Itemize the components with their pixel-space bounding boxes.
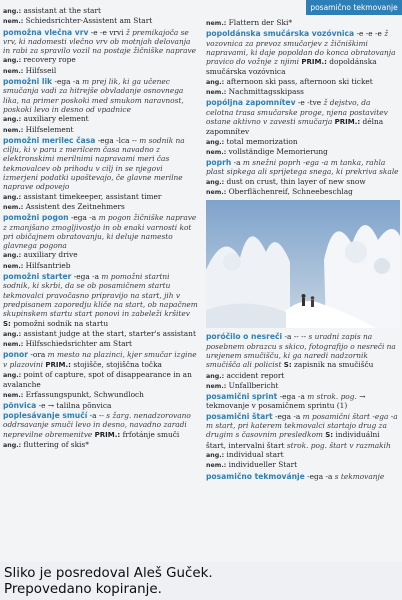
nem-label: nem.: bbox=[3, 18, 24, 26]
ang-translation: total memorization bbox=[226, 136, 298, 146]
definition: m mesto na plazinci, kjer smučar izgine v plazovini bbox=[3, 350, 197, 369]
ang-translation: assistant judge at the start, starter's assistant bbox=[23, 328, 196, 338]
definition: m pomožni startni sodnik, ki skrbi, da se ob posamičnem startu tekmovalci pravočasno pripravijo na start, jih v predpisanem zaporedju kliče na start, ob napačnem skupinskem startu start ponovi in zabeleži kršitev bbox=[3, 272, 198, 319]
headword: poprh bbox=[206, 158, 232, 168]
entry-ponor bbox=[3, 350, 198, 399]
right-column bbox=[206, 18, 400, 482]
grammar: -a -- bbox=[89, 411, 104, 421]
definition: s uradni zapis na posebnem obrazcu s skico, fotografijo o nesreči na urejenem smučišču, ki ga naredi nadzornik smučišča ali policist bbox=[206, 332, 396, 370]
synonym: zapisnik na smučišču bbox=[293, 360, 374, 370]
nem-label: nem.: bbox=[206, 462, 227, 470]
ang-translation: afternoon ski pass, afternoon ski ticket bbox=[226, 76, 373, 86]
nem-translation: vollständige Memorierung bbox=[228, 146, 328, 156]
extra-note: strok. pog. štart v razmakih bbox=[286, 440, 391, 450]
grammar: -e -e -e bbox=[356, 29, 382, 39]
ang-label: ang.: bbox=[3, 252, 22, 260]
definition: m posamični štart -ega -a m start, pri katerem tekmovalci startajo drug za drugim s časovnim presledkom bbox=[206, 411, 398, 440]
entry-porocilo-o-nesreci bbox=[206, 332, 400, 391]
grammar: -ega -a bbox=[307, 471, 333, 481]
synonym: individuálni štart, intervalni štart bbox=[206, 430, 380, 450]
nem-translation: Assistent des Zeitnehmers bbox=[25, 201, 125, 211]
syn-label: S: bbox=[325, 431, 334, 440]
nem-label: nem.: bbox=[3, 203, 24, 211]
nem-label: nem.: bbox=[206, 20, 227, 27]
section-header: posamično tekmovanje bbox=[306, 0, 402, 15]
photo-illustration bbox=[206, 200, 400, 328]
entry-pomozni-lik bbox=[3, 77, 198, 135]
grammar: -e -tve bbox=[297, 98, 322, 108]
entry-poprh bbox=[206, 158, 400, 197]
definition: ž premikajoča se vrv, ki nadomesti vlečno vrv ob motnjah delovanja in rabi za spravilo vozil na postaje žičniške naprave bbox=[3, 27, 197, 56]
ang-label: ang.: bbox=[206, 138, 225, 146]
snow-trees-photo bbox=[206, 200, 400, 328]
nem-translation: Nachmittagsskipass bbox=[228, 87, 304, 97]
headword: pomožni lik bbox=[3, 77, 53, 87]
definition: ž dejstvo, da celotna trasa smučarske proge, njena postavitev ostane aktivno v zavesti smučarja bbox=[206, 98, 388, 126]
nem-label: nem.: bbox=[206, 189, 227, 197]
nem-translation: individueller Start bbox=[228, 460, 298, 470]
headword: pomožni starter bbox=[3, 272, 72, 282]
ang-label: ang.: bbox=[206, 178, 225, 186]
ang-label: ang.: bbox=[206, 78, 225, 86]
nem-translation: Hilfsschiedsrichter am Start bbox=[25, 339, 132, 349]
nem-label: nem.: bbox=[206, 89, 227, 97]
headword: poróčilo o nesreči bbox=[206, 332, 283, 342]
nem-translation: Unfallbericht bbox=[228, 380, 279, 390]
entry-posamicni-start bbox=[206, 412, 400, 471]
headword: pomožni merilec časa bbox=[3, 135, 96, 145]
grammar: -a bbox=[233, 158, 241, 168]
nem-label: nem.: bbox=[3, 341, 24, 349]
entry-pomozna-vlecna-vrv bbox=[3, 28, 198, 76]
ang-label: ang.: bbox=[3, 116, 22, 124]
cross-reference: talilna põnvica bbox=[56, 400, 112, 410]
headword: posamični štart bbox=[206, 411, 273, 421]
nem-translation: Flattern der Ski* bbox=[228, 18, 293, 27]
grammar: -ega -a bbox=[279, 392, 305, 402]
synonym: pomožni sodnik na startu bbox=[13, 318, 109, 328]
headword: põnvica bbox=[3, 400, 37, 410]
nem-label: nem.: bbox=[206, 148, 227, 156]
prim-reference: délna zapomnítev bbox=[206, 116, 384, 137]
prim-label: PRIM.: bbox=[301, 58, 327, 67]
entry-flattern-continuation bbox=[206, 18, 400, 28]
ang-translation: recovery rope bbox=[23, 55, 76, 65]
prim-label: PRIM.: bbox=[45, 360, 71, 369]
ang-label: ang.: bbox=[3, 442, 22, 450]
syn-label: S: bbox=[283, 361, 292, 370]
definition: s žarg. nenadzorovano oddrsavanje smuči levo in desno, navadno zaradi neprevilne obremenitve bbox=[3, 411, 191, 439]
entry-pomozni-merilec-casa bbox=[3, 136, 198, 212]
headword: posamično tekmovánje bbox=[206, 471, 305, 481]
definition: m pogon žičniške naprave z zmanjšano zmogljivostjo in ob enaki varnosti kot pri običajnem obratovanju, ki deluje namesto glavnega pogona bbox=[3, 213, 197, 251]
nem-translation: Hilfselement bbox=[25, 124, 74, 134]
entry-ponvica bbox=[3, 401, 198, 410]
nem-translation: Hilfsantrieb bbox=[25, 260, 71, 270]
ang-translation: auxiliary drive bbox=[23, 250, 78, 260]
grammar: -ora bbox=[30, 350, 46, 360]
grammar: -ega -a bbox=[73, 272, 100, 282]
prim-reference: dopoldánska smučárska vozóvnica bbox=[206, 57, 377, 77]
entry-assistant-at-start bbox=[3, 6, 198, 27]
entry-pomozni-starter bbox=[3, 272, 198, 349]
entry-poplesavanje-smuci bbox=[3, 411, 198, 450]
prim-label: PRIM.: bbox=[334, 117, 361, 126]
prim-label: PRIM.: bbox=[94, 430, 121, 439]
ang-label: ang.: bbox=[3, 330, 22, 338]
headword: posamični sprint bbox=[206, 392, 278, 402]
syn-label: S: bbox=[3, 319, 11, 328]
grammar: -ega -a bbox=[274, 411, 301, 421]
entry-posamicno-tekmovanje bbox=[206, 472, 400, 481]
ang-translation: fluttering of skis* bbox=[23, 440, 89, 450]
nem-label: nem.: bbox=[3, 262, 24, 270]
headword: ponor bbox=[3, 350, 29, 360]
nem-translation: Erfassungspunkt, Schwundloch bbox=[25, 389, 144, 399]
ang-translation: accident report bbox=[226, 370, 285, 380]
headword: popoldánska smučárska vozóvnica bbox=[206, 29, 355, 39]
grammar: -ega -a bbox=[54, 77, 80, 87]
grammar: -ega -a bbox=[70, 213, 97, 223]
grammar: -e -e vrvi bbox=[90, 27, 124, 37]
ang-translation: assistant at the start bbox=[23, 6, 101, 15]
ang-translation: auxiliary element bbox=[23, 114, 89, 124]
grammar: -e bbox=[38, 400, 46, 410]
headword: poplesávanje smučí bbox=[3, 411, 88, 421]
nem-label: nem.: bbox=[3, 391, 24, 399]
entry-popolna-zapomnitev bbox=[206, 98, 400, 157]
arrow-icon: → bbox=[47, 400, 55, 410]
ang-translation: individual start bbox=[226, 449, 284, 459]
entry-posamicni-sprint bbox=[206, 392, 400, 411]
ang-label: ang.: bbox=[3, 193, 22, 201]
nem-translation: Schiedsrichter-Assistent am Start bbox=[25, 16, 153, 26]
grammar: -ega -lca -- bbox=[97, 135, 137, 145]
definition: m strok. pog. bbox=[307, 392, 357, 402]
ang-label: ang.: bbox=[3, 57, 22, 65]
definition: m sodnik na cilju, ki v paru z merilcem časa navadno z elektronskimi merilnimi napravami meri čas tekmovalcev ob prihodu v cilj in se njegovi izmerjeni podatki upoštevajo, če glavne merilne naprave odpovejo bbox=[3, 135, 185, 192]
headword: pomožni pogon bbox=[3, 213, 69, 223]
ang-translation: point of capture, spot of disappearance in an avalanche bbox=[3, 369, 192, 390]
nem-label: nem.: bbox=[3, 67, 24, 75]
nem-translation: Oberflächenreif, Schneebeschlag bbox=[228, 187, 353, 197]
prim-reference: frfotánje smuči bbox=[122, 429, 180, 439]
caption-line-2: Prepovedano kopiranje. bbox=[4, 582, 162, 597]
nem-label: nem.: bbox=[3, 126, 24, 134]
ang-translation: assistant timekeeper, assistant timer bbox=[23, 191, 162, 201]
grammar: -a -- -- bbox=[284, 332, 307, 342]
ang-translation: dust on crust, thin layer of new snow bbox=[226, 176, 366, 186]
headword: popóljna zapomnítev bbox=[206, 98, 296, 108]
image-caption bbox=[4, 566, 213, 598]
definition: m prej lik, ki ga učenec smučanja vadi za hitrejše obvladanje osnovnega lika, na primer poskoki med smukom naravnost, poskoki levo in desno od vpadnice bbox=[3, 77, 184, 114]
arrow-icon: → bbox=[359, 392, 366, 402]
headword: pomožna vlečna vrv bbox=[3, 27, 89, 37]
definition: s tekmovanje bbox=[334, 471, 385, 481]
definition: ž vozovnica za prevoz smučarjev z žičniškimi napravami, ki daje popoldan do konca obratovanja pravico do vožnje z njimi bbox=[206, 29, 396, 67]
ang-label: ang.: bbox=[206, 372, 225, 380]
left-column bbox=[3, 6, 198, 451]
nem-label: nem.: bbox=[206, 382, 227, 390]
ang-label: ang.: bbox=[206, 451, 225, 459]
ang-label: ang.: bbox=[3, 8, 22, 15]
ang-label: ang.: bbox=[3, 371, 22, 379]
entry-popoldanska-vozovnica bbox=[206, 29, 400, 97]
cross-reference: tekmovanje v posamičnem sprintu (1) bbox=[206, 401, 348, 411]
nem-translation: Hilfsseil bbox=[25, 65, 57, 75]
entry-pomozni-pogon bbox=[3, 213, 198, 271]
prim-reference: stojišče, stojiščna točka bbox=[73, 359, 162, 369]
caption-line-1: Sliko je posredoval Aleš Guček. bbox=[4, 566, 213, 581]
definition: m snežni poprh -ega -a m tanka, rahla plast sipkega ali sprijetega snega, ki prekriva skale bbox=[206, 158, 399, 177]
